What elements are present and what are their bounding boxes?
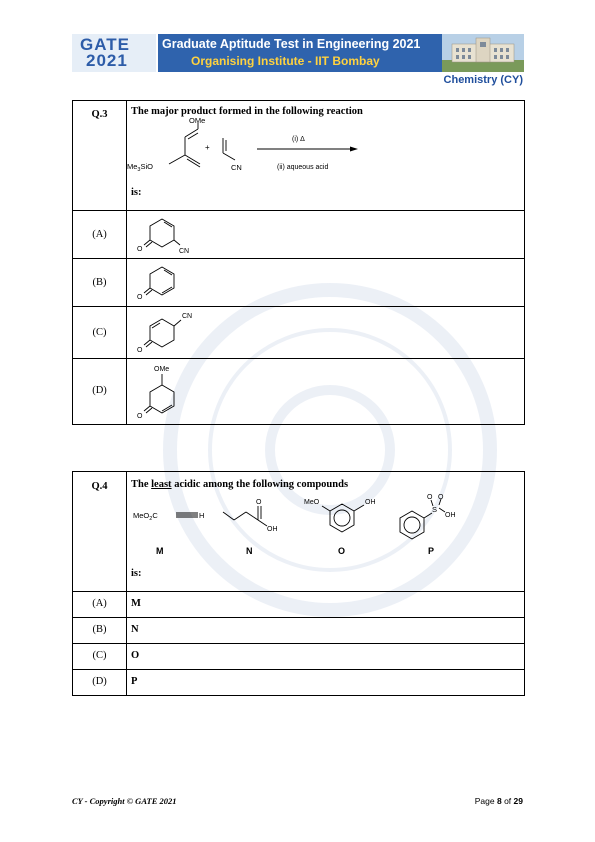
gate-logo (72, 34, 156, 72)
option-a-structure (127, 211, 525, 259)
option-c-row[interactable] (73, 644, 525, 670)
svg-text:O: O (137, 294, 143, 301)
option-d-row[interactable] (73, 670, 525, 696)
option-a-row[interactable] (73, 592, 525, 618)
logo-line2: 2021 (86, 51, 128, 70)
question-text: The least acidic among the following compounds (131, 479, 349, 490)
option-c-structure (127, 307, 525, 359)
option-answer: M (127, 592, 525, 618)
svg-text:O: O (137, 413, 143, 420)
ome-label: OMe (189, 117, 206, 125)
question-number: Q.4 (73, 472, 127, 592)
label-n: N (246, 546, 253, 556)
label-o: O (338, 546, 346, 556)
is-label: is: (131, 187, 142, 198)
question-text: The major product formed in the following reaction (131, 106, 363, 117)
option-answer: N (127, 618, 525, 644)
svg-text:S: S (432, 505, 438, 514)
is-label: is: (131, 568, 142, 579)
svg-text:OH: OH (365, 499, 376, 506)
svg-text:CN: CN (179, 248, 190, 255)
option-b-row[interactable] (73, 618, 525, 644)
option-label: (A) (73, 592, 127, 618)
reaction-scheme (127, 117, 524, 187)
svg-text:O: O (438, 494, 444, 501)
footer-page-number: Page 8 of 29 (474, 796, 523, 806)
option-answer: P (127, 670, 525, 696)
svg-text:CN: CN (182, 313, 193, 320)
cn-label: CN (231, 163, 242, 172)
svg-text:O: O (137, 347, 143, 354)
label-p: P (428, 546, 435, 556)
label-m: M (156, 546, 164, 556)
question-4-table (72, 471, 525, 696)
banner-subtitle: Organising Institute - IIT Bombay (191, 54, 380, 68)
option-a-row[interactable] (73, 211, 525, 259)
option-b-row[interactable] (73, 259, 525, 307)
option-answer: O (127, 644, 525, 670)
svg-text:MeO: MeO (304, 499, 320, 506)
subject-label: Chemistry (CY) (443, 74, 523, 86)
plus-sign: + (205, 143, 210, 152)
svg-text:OMe: OMe (154, 366, 170, 373)
option-label: (C) (73, 644, 127, 670)
option-d-row[interactable] (73, 359, 525, 425)
compound-m: MeO$_2$C (133, 511, 158, 522)
option-label: (B) (73, 259, 127, 307)
option-label: (B) (73, 618, 127, 644)
option-label: (C) (73, 307, 127, 359)
reagent-1: (i) Δ (292, 136, 305, 143)
me3sio-label: $Me_3SiO$ (127, 162, 153, 173)
page-header (0, 0, 595, 90)
svg-text:O: O (137, 246, 143, 253)
question-cell (127, 472, 525, 592)
option-label: (A) (73, 211, 127, 259)
question-3-table (72, 100, 525, 425)
option-label: (D) (73, 670, 127, 696)
question-number: Q.3 (73, 101, 127, 211)
reagent-2: (ii) aqueous acid (277, 164, 329, 171)
logo-line1: GATE (80, 35, 130, 54)
option-b-structure (127, 259, 525, 307)
footer-copyright: CY - Copyright © GATE 2021 (72, 796, 177, 806)
option-label: (D) (73, 359, 127, 425)
question-cell (127, 101, 525, 211)
svg-text:O: O (256, 499, 262, 506)
svg-text:OH: OH (267, 526, 278, 533)
compounds-figure (127, 490, 524, 562)
svg-text:O: O (427, 494, 433, 501)
option-d-structure (127, 359, 525, 425)
banner-title: Graduate Aptitude Test in Engineering 2021 (162, 37, 421, 51)
svg-text:OH: OH (445, 512, 456, 519)
svg-text:H: H (199, 511, 205, 520)
option-c-row[interactable] (73, 307, 525, 359)
building-image (442, 34, 524, 72)
